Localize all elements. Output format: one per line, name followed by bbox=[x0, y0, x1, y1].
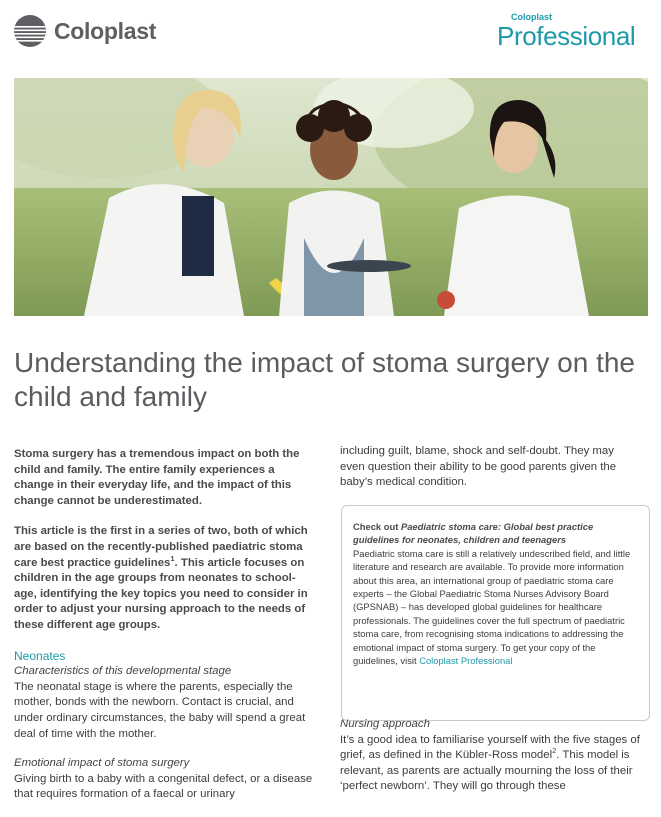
right-column bbox=[340, 444, 640, 505]
subheading-nursing-approach: Nursing approach bbox=[340, 718, 430, 730]
footnote-ref-2[interactable]: 2 bbox=[552, 746, 557, 756]
neonatal-paragraph: The neonatal stage is where the parents, especially the mother, bonds with the newborn. Contact is crucial, and under ordinary circumstances, the baby will spend a great deal of time with the mother. bbox=[14, 680, 306, 740]
professional-logo-text: Professional bbox=[497, 21, 636, 51]
photo-three-nurses-icon bbox=[14, 78, 648, 316]
nursing-paragraph bbox=[340, 733, 646, 795]
continuation-paragraph: including guilt, blame, shock and self-doubt. They may even question their ability to be good parents given the baby’s medical condition. bbox=[340, 445, 617, 489]
brand-name: Coloplast bbox=[54, 17, 157, 44]
emotional-paragraph: Giving birth to a baby with a congenital defect, or a disease that requires formation of a faecal or urinary bbox=[14, 772, 313, 801]
guidelines-callout bbox=[341, 505, 650, 721]
coloplast-logo[interactable] bbox=[14, 15, 156, 47]
subheading-emotional-impact: Emotional impact of stoma surgery bbox=[14, 757, 190, 770]
footnote-ref-1[interactable]: 1 bbox=[170, 553, 175, 563]
nursing-text-a: It’s a good idea to familiarise yourself with the five stages of grief, as defined in the Kübler-Ross model bbox=[340, 733, 640, 762]
subheading-characteristics: Characteristics of this developmental stage bbox=[14, 665, 232, 678]
article-title: Understanding the impact of stoma surgery on the child and family bbox=[14, 347, 636, 412]
hero-photo bbox=[14, 78, 648, 316]
callout-heading-title: Paediatric stoma care: Global best practice guidelines for neonates, children and teenagers bbox=[353, 521, 594, 546]
intro-text-b: . This article focuses on children in the age groups from neonates to school-age, identifying the key topics you need to consider in order to adjust your nursing approach to the needs of these different age groups. bbox=[14, 556, 308, 631]
nursing-approach-section bbox=[340, 717, 646, 809]
intro-paragraph bbox=[14, 524, 314, 633]
coloplast-logo-icon bbox=[14, 15, 46, 47]
lead-paragraph: Stoma surgery has a tremendous impact on both the child and family. The entire family experiences a change in their everyday life, and the impact of this change cannot be underestimated. bbox=[14, 448, 300, 507]
callout-heading-prefix: Check out bbox=[353, 521, 401, 532]
page-header bbox=[0, 0, 661, 72]
left-column bbox=[14, 447, 314, 817]
callout-heading bbox=[353, 520, 638, 547]
coloplast-professional-link[interactable]: Coloplast Professional bbox=[419, 655, 513, 667]
professional-logo-small: Coloplast bbox=[511, 12, 553, 22]
callout-body bbox=[353, 547, 638, 668]
intro-text-a: This article is the first in a series of two, both of which are based on the recently-published paediatric stoma care best practice guidelines bbox=[14, 525, 308, 569]
callout-body-text: Paediatric stoma care is still a relatively undescribed field, and little literature and research are available. To provide more information about this area, an international group of paediatric stoma care experts – the Global Paediatric Stoma Nurses Advisory Board (GPSNAB) – has developed global guidelines for healthcare professionals. The guidelines cover the full spectrum of paediatric stoma care, from recognising stoma indications to addressing the emotional impact of stoma surgery. To get your copy of the guidelines, visit bbox=[353, 547, 631, 667]
nursing-text-b: . This model is relevant, as parents are actually mourning the loss of their ‘perfect newborn’. They will go through these bbox=[340, 749, 633, 793]
section-heading-neonates: Neonates bbox=[14, 648, 66, 663]
